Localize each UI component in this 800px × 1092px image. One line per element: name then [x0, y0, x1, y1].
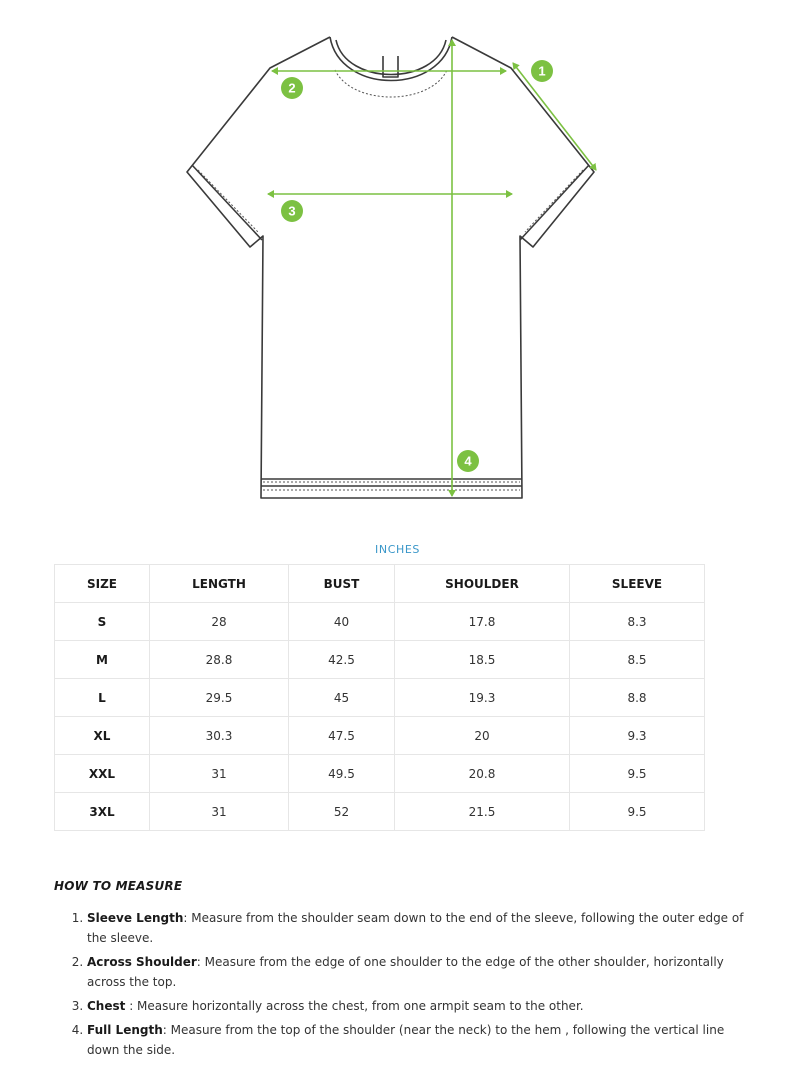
list-item: 3. Chest : Measure horizontally across the chest, from one armpit seam to the other. — [87, 996, 747, 1016]
instruction-term: Sleeve Length — [87, 911, 184, 925]
svg-text:4: 4 — [464, 453, 472, 469]
header-length: LENGTH — [150, 565, 289, 603]
instruction-text: Measure from the top of the shoulder (near the neck) to the hem , following the vertical line down the side. — [87, 1023, 725, 1057]
table-row — [55, 679, 705, 717]
cell-shoulder: 18.5 — [395, 641, 570, 679]
table-row — [55, 603, 705, 641]
tshirt-diagram — [0, 0, 800, 510]
header-sleeve: SLEEVE — [570, 565, 705, 603]
cell-bust: 52 — [289, 793, 395, 831]
cell-length: 30.3 — [150, 717, 289, 755]
header-shoulder: SHOULDER — [395, 565, 570, 603]
cell-sleeve: 8.3 — [570, 603, 705, 641]
cell-size: XL — [55, 717, 150, 755]
marker-3 — [281, 200, 303, 222]
cell-shoulder: 20.8 — [395, 755, 570, 793]
list-item: 2. Across Shoulder: Measure from the edge of one shoulder to the edge of the other shoulder, horizontally across the top. — [87, 952, 747, 992]
instruction-text: Measure horizontally across the chest, from one armpit seam to the other. — [137, 999, 584, 1013]
cell-sleeve: 8.8 — [570, 679, 705, 717]
sleeve-length-line — [513, 63, 596, 170]
svg-text:2: 2 — [288, 80, 296, 96]
how-to-measure-heading: HOW TO MEASURE — [54, 879, 183, 893]
cell-sleeve: 9.5 — [570, 793, 705, 831]
cell-sleeve: 8.5 — [570, 641, 705, 679]
marker-2 — [281, 77, 303, 99]
instruction-term: Across Shoulder — [87, 955, 197, 969]
instruction-term: Full Length — [87, 1023, 163, 1037]
stitch-lines — [198, 70, 583, 490]
marker-4 — [457, 450, 479, 472]
cell-length: 28 — [150, 603, 289, 641]
cell-bust: 47.5 — [289, 717, 395, 755]
cell-length: 31 — [150, 793, 289, 831]
svg-text:3: 3 — [288, 203, 296, 219]
cell-sleeve: 9.5 — [570, 755, 705, 793]
cell-bust: 42.5 — [289, 641, 395, 679]
header-bust: BUST — [289, 565, 395, 603]
tshirt-outline — [187, 37, 594, 498]
cell-size: XXL — [55, 755, 150, 793]
measure-instructions-list — [54, 908, 747, 1064]
size-chart-table — [54, 564, 705, 831]
svg-text:1: 1 — [538, 63, 546, 79]
table-row — [55, 641, 705, 679]
unit-label: INCHES — [375, 543, 420, 556]
header-size: SIZE — [55, 565, 150, 603]
measure-lines — [268, 40, 596, 496]
instruction-text: Measure from the edge of one shoulder to the edge of the other shoulder, horizontally across the top. — [87, 955, 724, 989]
cell-sleeve: 9.3 — [570, 717, 705, 755]
table-header-row — [55, 565, 705, 603]
table-row — [55, 793, 705, 831]
cell-bust: 40 — [289, 603, 395, 641]
cell-bust: 45 — [289, 679, 395, 717]
list-item: 4. Full Length: Measure from the top of the shoulder (near the neck) to the hem , following the vertical line down the side. — [87, 1020, 747, 1060]
table-row — [55, 717, 705, 755]
cell-size: 3XL — [55, 793, 150, 831]
cell-shoulder: 21.5 — [395, 793, 570, 831]
instruction-text: Measure from the shoulder seam down to the end of the sleeve, following the outer edge of the sleeve. — [87, 911, 744, 945]
cell-size: S — [55, 603, 150, 641]
cell-size: M — [55, 641, 150, 679]
cell-length: 28.8 — [150, 641, 289, 679]
marker-1 — [531, 60, 553, 82]
instruction-term: Chest — [87, 999, 126, 1013]
list-item: 1. Sleeve Length: Measure from the shoulder seam down to the end of the sleeve, following the outer edge of the sleeve. — [87, 908, 747, 948]
cell-size: L — [55, 679, 150, 717]
cell-shoulder: 20 — [395, 717, 570, 755]
cell-shoulder: 17.8 — [395, 603, 570, 641]
cell-bust: 49.5 — [289, 755, 395, 793]
cell-shoulder: 19.3 — [395, 679, 570, 717]
table-row — [55, 755, 705, 793]
cell-length: 29.5 — [150, 679, 289, 717]
cell-length: 31 — [150, 755, 289, 793]
